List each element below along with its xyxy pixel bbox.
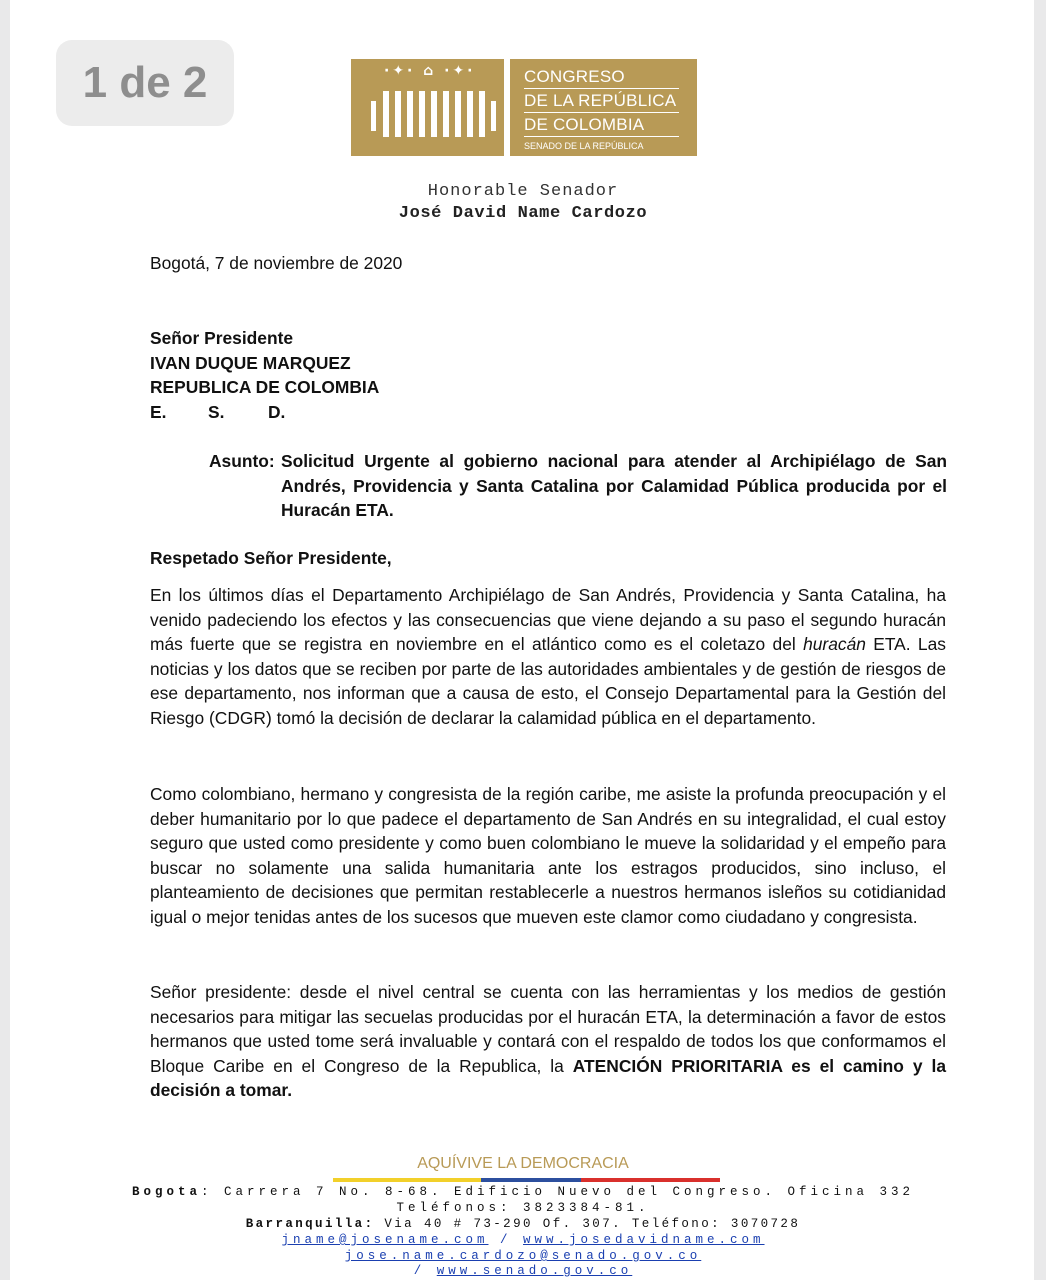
paragraph-3-bold: ATENCIÓN PRIORITARIA es el camino y la decisión a tomar.	[150, 1055, 946, 1101]
paragraph-3-text: Señor presidente: desde el nivel central se cuenta con las herramientas y los medios de gestión necesarios para mitigar las secuelas producidas por el huracán ETA, la determinación a favor de estos hermanos que usted tome será invaluable y contará con el respaldo de todos los que conformamos el Bloque Caribe en el Congreso de la Republica, la	[150, 982, 946, 1076]
website-link-1[interactable]: www.josedavidname.com	[523, 1233, 765, 1247]
email-link-2[interactable]: jose.name.cardozo@senado.gov.co	[344, 1249, 702, 1263]
paragraph-1	[150, 583, 946, 731]
recipient-line-2: IVAN DUQUE MARQUEZ	[150, 352, 351, 373]
paragraph-1-text-a: En los últimos días el Departamento Archipiélago de San Andrés, Providencia y Santa Catalina, ha venido padeciendo los efectos y las consecuencias que viene dejando a su paso el segundo huracán más fuerte que se registra en noviembre en el atlántico como es el coletazo del	[150, 585, 946, 655]
paragraph-3	[150, 980, 946, 1103]
recipient-line-1: Señor Presidente	[150, 328, 294, 348]
logo-line-2: DE LA REPÚBLICA	[524, 91, 677, 110]
email-link-1[interactable]: jname@josename.com	[281, 1233, 489, 1247]
footer-bogota-text: : Carrera 7 No. 8-68. Edificio Nuevo del Congreso. Oficina 332	[200, 1185, 915, 1199]
flag-stripe-red	[581, 1178, 720, 1182]
footer-links-2	[0, 1249, 1046, 1263]
flag-stripe-blue	[481, 1178, 581, 1182]
footer-bogota-address	[0, 1185, 1046, 1199]
esd-d: D.	[268, 401, 286, 422]
header-senator-name: José David Name Cardozo	[398, 204, 648, 223]
recipient-block	[150, 326, 379, 424]
subject-label: Asunto:	[209, 451, 275, 471]
footer-barranquilla-label: Barranquilla:	[245, 1217, 375, 1231]
subject-text: Solicitud Urgente al gobierno nacional para atender al Archipiélago de San Andrés, Providencia y Santa Catalina por Calamidad Pública producida por el Huracán ETA.	[281, 451, 947, 520]
footer-separator-1: /	[488, 1233, 523, 1247]
subject-block	[209, 449, 947, 523]
greeting: Respetado Señor Presidente,	[150, 548, 392, 568]
logo-line-4: SENADO DE LA REPÚBLICA	[524, 141, 644, 151]
website-link-2[interactable]: www.senado.gov.co	[436, 1264, 633, 1278]
footer-separator-2: /	[413, 1264, 437, 1278]
footer-barranquilla-text: Via 40 # 73-290 Of. 307. Teléfono: 3070728	[374, 1217, 801, 1231]
footer-barranquilla-address	[0, 1217, 1046, 1231]
flag-stripe-yellow	[333, 1178, 481, 1182]
logo-line-1: CONGRESO	[524, 67, 625, 86]
emblem-flags-icon: ·✦· ⌂ ·✦·	[384, 63, 476, 79]
letter-date: Bogotá, 7 de noviembre de 2020	[150, 253, 403, 273]
page-indicator: 1 de 2	[56, 40, 234, 126]
paragraph-1-text-b: ETA. Las noticias y los datos que se reciben por parte de las autoridades ambientales y de gestión de riesgos de ese departamento, nos informan que a causa de esto, el Consejo Departamental para la Gestión del Riesgo (CDGR) tomó la decisión de declarar la calamidad pública en el departamento.	[150, 634, 946, 728]
paragraph-1-emphasis: huracán	[803, 634, 866, 655]
footer-links-1	[0, 1233, 1046, 1247]
esd-s: S.	[208, 401, 225, 422]
header-honorific: Honorable Senador	[427, 182, 619, 201]
logo-text-block	[510, 59, 697, 156]
congress-logo	[351, 56, 697, 156]
footer-links-3	[0, 1264, 1046, 1278]
footer-tagline: AQUÍVIVE LA DEMOCRACIA	[417, 1155, 629, 1172]
footer-bogota-label: Bogota	[131, 1185, 201, 1199]
capitol-emblem	[351, 59, 504, 156]
recipient-line-3: REPUBLICA DE COLOMBIA	[150, 377, 380, 397]
esd-e: E.	[150, 401, 167, 422]
paragraph-2: Como colombiano, hermano y congresista de la región caribe, me asiste la profunda preocupación y el deber humanitario por lo que padece el departamento de San Andrés en su integralidad, el cual estoy seguro que usted como presidente y como buen colombiano le mueve la solidaridad y el empeño para buscar no solamente una salida humanitaria ante los estragos producidos, sino incluso, el planteamiento de decisiones que permitan restablecerle a nuestros hermanos isleños su cotidianidad igual o mejor tenidas antes de los sucesos que mueven este clamor como ciudadano y congresista.	[150, 784, 946, 927]
logo-line-3: DE COLOMBIA	[524, 115, 645, 134]
footer-phones: Teléfonos: 3823384-81.	[396, 1201, 650, 1215]
recipient-esd	[150, 400, 379, 425]
